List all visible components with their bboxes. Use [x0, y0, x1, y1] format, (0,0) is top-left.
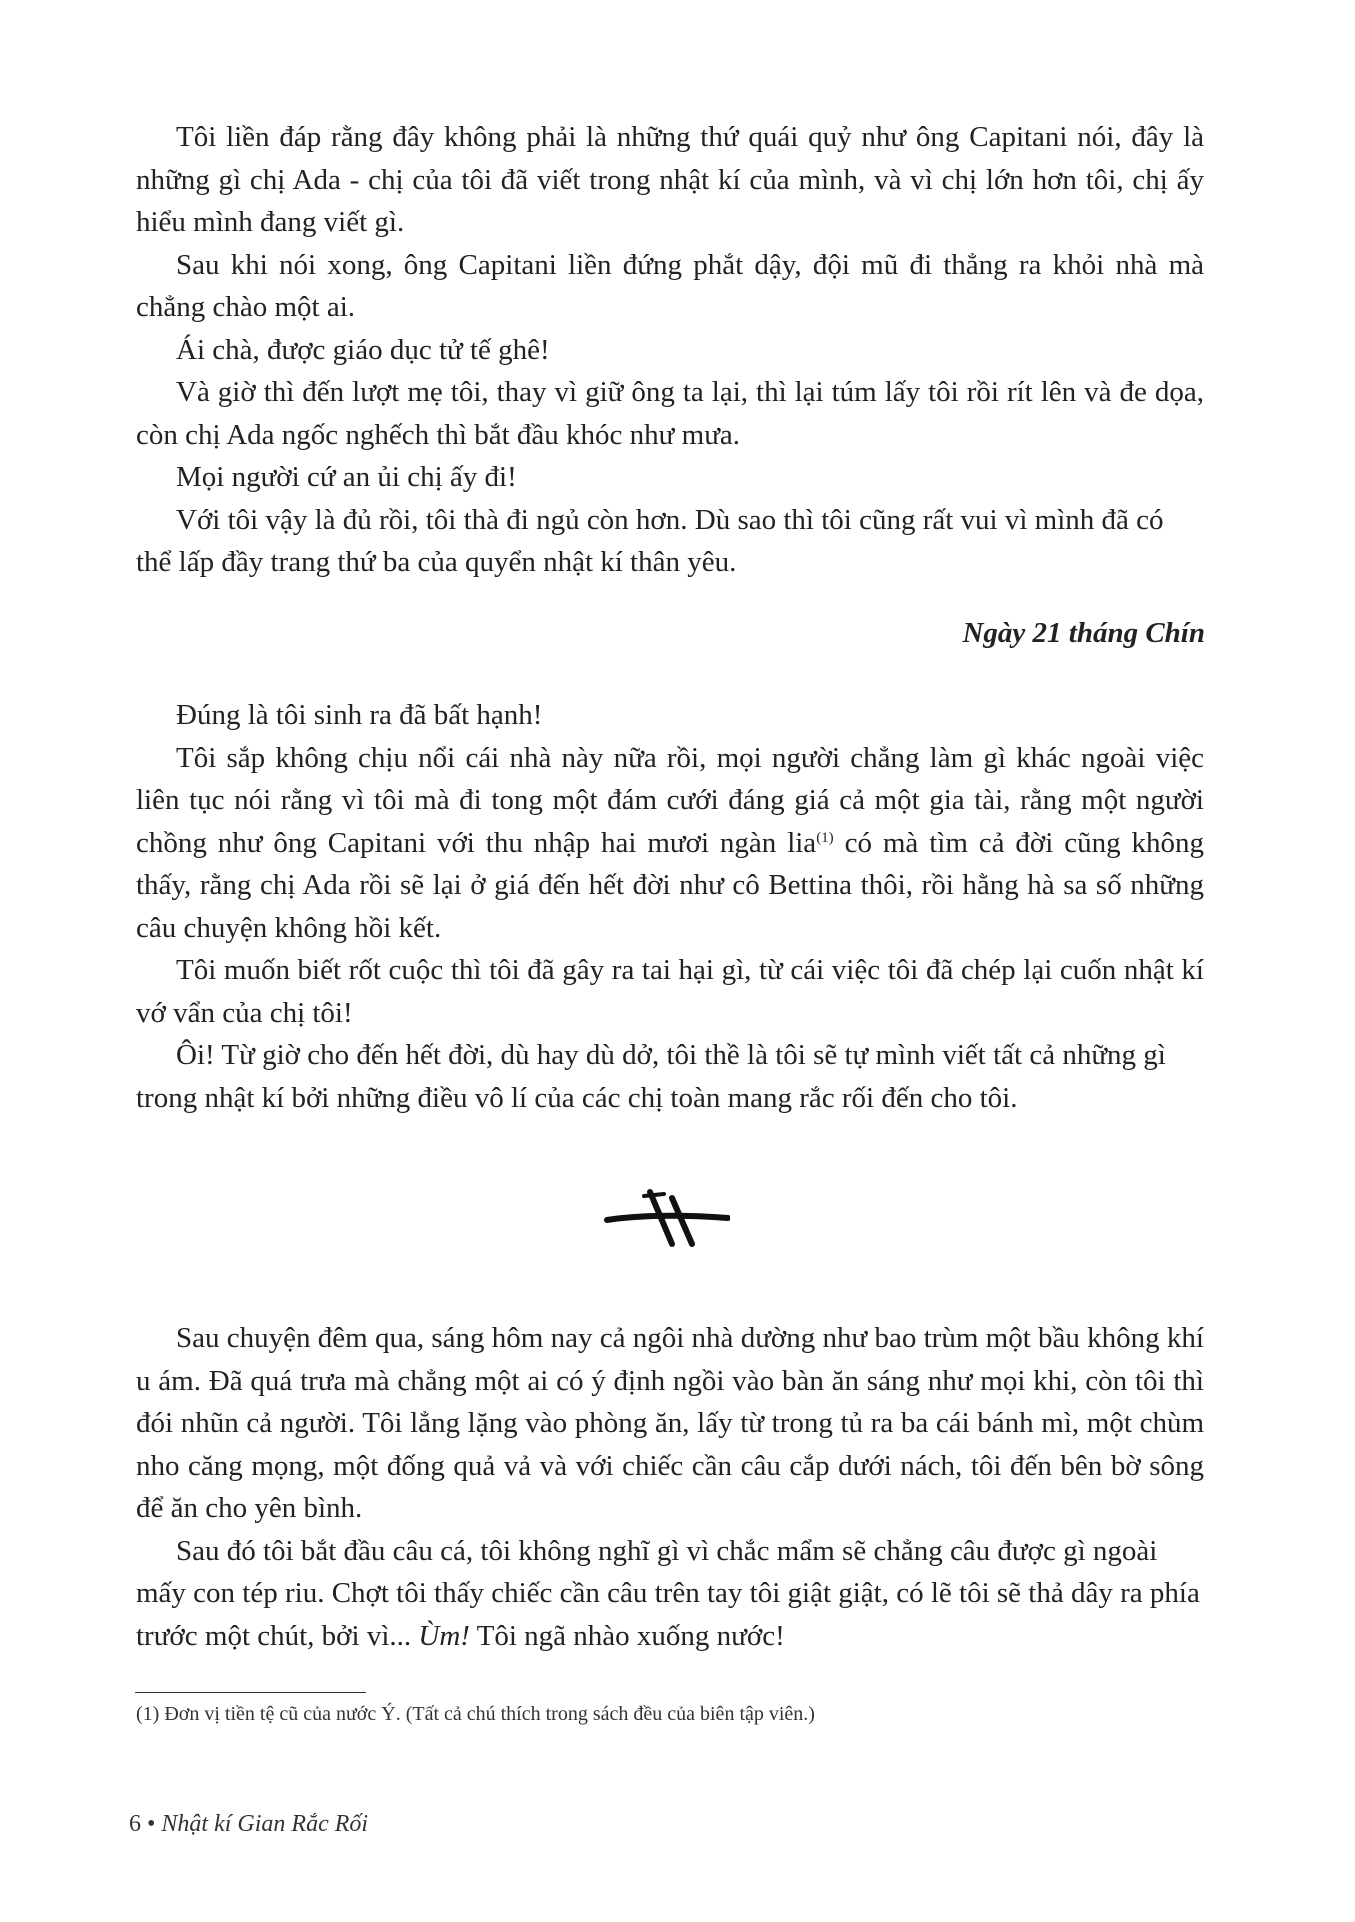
- paragraph: Sau khi nói xong, ông Capitani liền đứng phắt dậy, đội mũ đi thẳng ra khỏi nhà mà chẳng chào một ai.: [136, 248, 1204, 323]
- paragraph: [136, 737, 1204, 950]
- paragraph-text: Tôi ngã nhào xuống nước!: [469, 1619, 785, 1652]
- book-title: Nhật kí Gian Rắc Rối: [161, 1811, 369, 1837]
- footnote: (1) Đơn vị tiền tệ cũ của nước Ý. (Tất cả chú thích trong sách đều của biên tập viên.): [136, 1703, 815, 1725]
- paragraph: Ôi! Từ giờ cho đến hết đời, dù hay dù dở, tôi thề là tôi sẽ tự mình viết tất cả những gì trong nhật kí bởi những điều vô lí của các chị toàn mang rắc rối đến cho tôi.: [136, 1039, 1166, 1114]
- text-block-top: [136, 116, 1204, 584]
- paragraph-text: Tôi sắp không chịu nổi cái nhà này nữa rồi, mọi người chẳng làm gì khác ngoài việc liên tục nói rằng vì tôi mà đi tong một đám cưới đáng giá cả một gia tài, rằng một người chồng như ông Capitani với thu nhập hai mươi ngàn lia: [136, 741, 1204, 859]
- paragraph: Sau chuyện đêm qua, sáng hôm nay cả ngôi nhà dường như bao trùm một bầu không khí u ám. Đã quá trưa mà chẳng một ai có ý định ngồi vào bàn ăn sáng như mọi khi, còn tôi thì đói nhũn cả người. Tôi lẳng lặng vào phòng ăn, lấy từ trong tủ ra ba cái bánh mì, một chùm nho căng mọng, một đống quả vả và với chiếc cần câu cắp dưới nách, tôi đến bên bờ sông để ăn cho yên bình.: [136, 1322, 1204, 1524]
- page-footer: [129, 1809, 368, 1839]
- footer-separator: •: [147, 1811, 156, 1837]
- paragraph: Đúng là tôi sinh ra đã bất hạnh!: [176, 699, 543, 731]
- page-number: 6: [129, 1811, 141, 1837]
- footnote-divider: [135, 1692, 366, 1693]
- text-block-bottom: [136, 1317, 1204, 1657]
- section-divider-ornament: [604, 1188, 730, 1248]
- paragraph-text: Sau đó tôi bắt đầu câu cá, tôi không nghĩ gì vì chắc mẩm sẽ chẳng câu được gì ngoài mấy con tép riu. Chợt tôi thấy chiếc cần câu trên tay tôi giật giật, có lẽ tôi sẽ thả dây ra phía trước một chút, bởi vì...: [136, 1534, 1200, 1652]
- footnote-marker[interactable]: (1): [816, 829, 834, 846]
- paragraph: [136, 1530, 1204, 1658]
- paragraph: Ái chà, được giáo dục tử tế ghê!: [176, 333, 550, 366]
- emphasis-text: Ùm!: [418, 1619, 470, 1652]
- text-block-middle: [136, 694, 1204, 1119]
- paragraph: Tôi liền đáp rằng đây không phải là những thứ quái quỷ như ông Capitani nói, đây là những gì chị Ada - chị của tôi đã viết trong nhật kí của mình, và vì chị lớn hơn tôi, chị ấy hiểu mình đang viết gì.: [136, 121, 1204, 238]
- paragraph-text: có mà tìm cả đời cũng không thấy, rằng chị Ada rồi sẽ lại ở giá đến hết đời như cô Bettina thôi, rồi hằng hà sa số những câu chuyện không hồi kết.: [136, 826, 1205, 944]
- date-heading: Ngày 21 tháng Chín: [962, 617, 1205, 649]
- paragraph: Và giờ thì đến lượt mẹ tôi, thay vì giữ ông ta lại, thì lại túm lấy tôi rồi rít lên và đe dọa, còn chị Ada ngốc nghếch thì bắt đầu khóc như mưa.: [136, 376, 1204, 451]
- paragraph: Tôi muốn biết rốt cuộc thì tôi đã gây ra tai hại gì, từ cái việc tôi đã chép lại cuốn nhật kí vớ vẩn của chị tôi!: [136, 954, 1204, 1029]
- paragraph: Với tôi vậy là đủ rồi, tôi thà đi ngủ còn hơn. Dù sao thì tôi cũng rất vui vì mình đã có thể lấp đầy trang thứ ba của quyển nhật kí thân yêu.: [136, 503, 1164, 578]
- paragraph: Mọi người cứ an ủi chị ấy đi!: [176, 461, 517, 493]
